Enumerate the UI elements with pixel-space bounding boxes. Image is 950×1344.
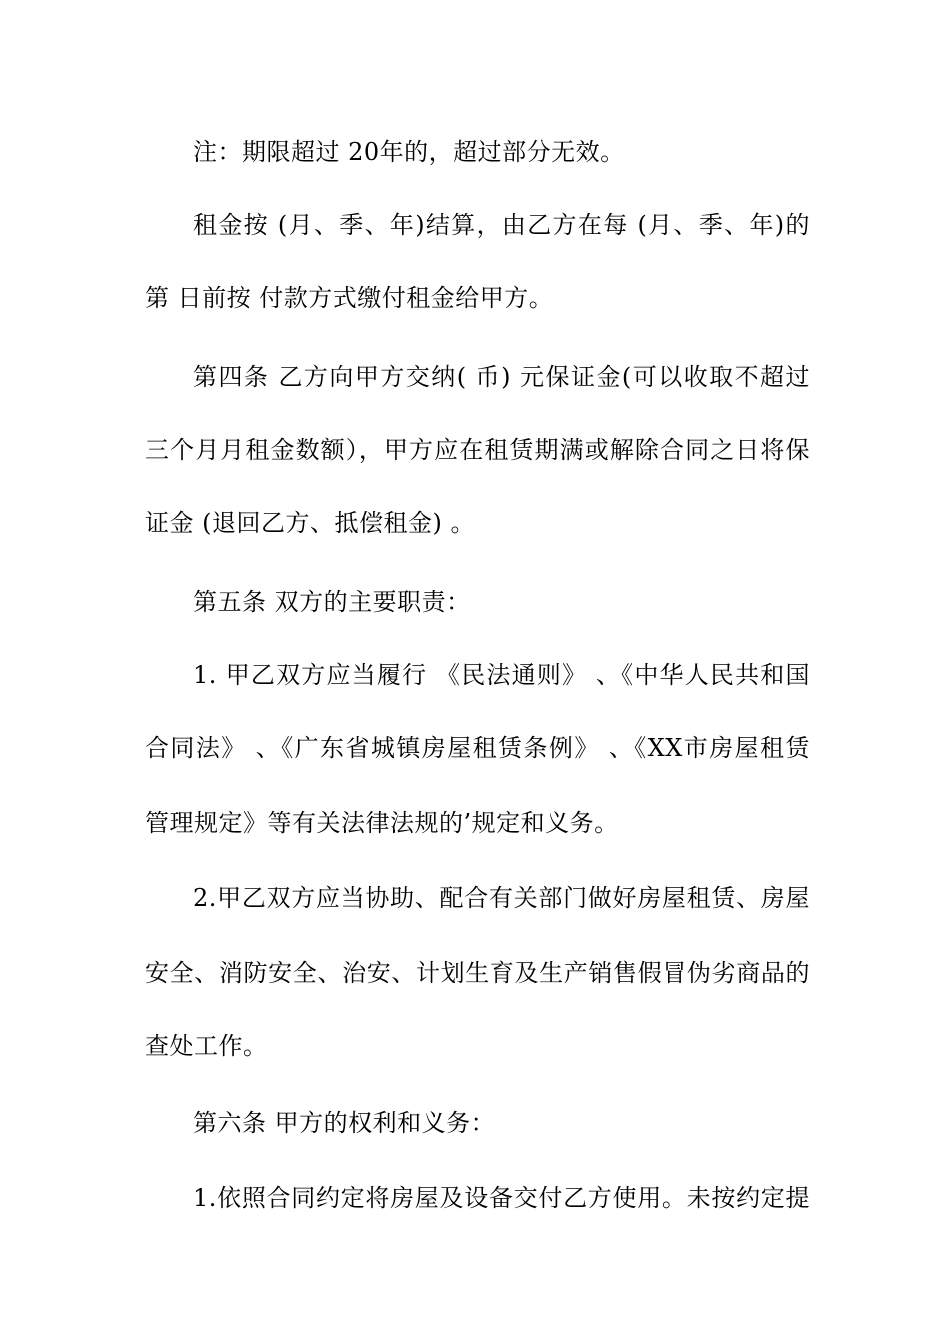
text-line: 第五条 双方的主要职责： — [193, 588, 471, 616]
text-line: 安全、消防安全、治安、计划生育及生产销售假冒伪劣商品的 — [145, 959, 810, 987]
text-line: 第 日前按 付款方式缴付租金给甲方。 — [145, 284, 554, 312]
text-line: 证金 (退回乙方、抵偿租金) 。 — [145, 509, 475, 537]
text-line: 注：期限超过 20年的，超过部分无效。 — [193, 138, 625, 166]
text-line: 合同法》 、《广东省城镇房屋租赁条例》 、《XX市房屋租赁 — [145, 734, 810, 762]
text-line: 第六条 甲方的权利和义务： — [193, 1109, 496, 1137]
text-line: 第四条 乙方向甲方交纳( 币) 元保证金(可以收取不超过 — [193, 363, 810, 391]
text-line: 租金按 (月、季、年)结算，由乙方在每 (月、季、年)的 — [193, 211, 810, 239]
text-line: 2.甲乙双方应当协助、配合有关部门做好房屋租赁、房屋 — [193, 884, 810, 912]
text-line: 三个月月租金数额），甲方应在租赁期满或解除合同之日将保 — [145, 436, 810, 464]
text-line: 1. 甲乙双方应当履行 《民法通则》 、《中华人民共和国 — [193, 661, 810, 689]
text-line: 查处工作。 — [145, 1032, 268, 1060]
text-line: 1.依照合同约定将房屋及设备交付乙方使用。未按约定提 — [193, 1184, 810, 1212]
text-line: 管理规定》等有关法律法规的’规定和义务。 — [145, 809, 619, 837]
